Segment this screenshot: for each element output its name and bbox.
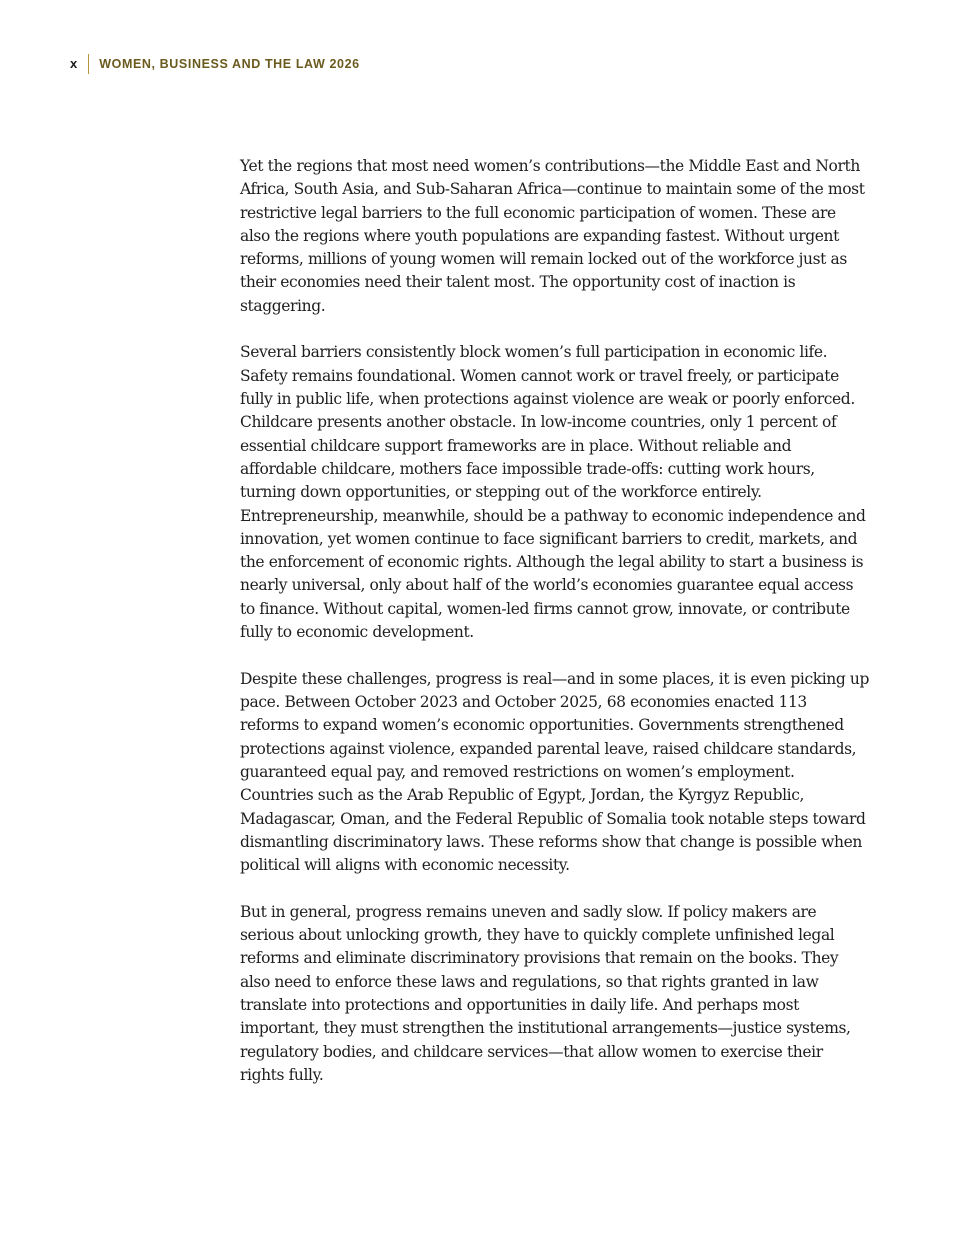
header-divider — [88, 54, 89, 74]
paragraph-regions: Yet the regions that most need women’s contributions—the Middle East and North Africa, South Asia, and Sub-Saharan Africa—continue to maintain some of the most restrictive legal barriers to the full economic participation of women. These are also the regions where youth populations are expanding fastest. Without urgent reforms, millions of young women will remain locked out of the workforce just as their economies need their talent most. The opportunity cost of inaction is staggering. — [240, 157, 865, 315]
paragraph-conclusion: But in general, progress remains uneven and sadly slow. If policy makers are serious about unlocking growth, they have to quickly complete unfinished legal reforms and eliminate discriminatory provisions that remain on the books. They also need to enforce these laws and regulations, so that rights granted in law translate into protections and opportunities in daily life. And perhaps most important, they must strengthen the institutional arrangements—justice systems, regulatory bodies, and childcare services—that allow women to exercise their rights fully. — [240, 902, 851, 1084]
paragraph-barriers: Several barriers consistently block women’s full participation in economic life. Safety remains foundational. Women cannot work or travel freely, or participate fully in public life, when protections against violence are weak or poorly enforced. Childcare presents another obstacle. In low-income countries, only 1 percent of essential childcare support frameworks are in place. Without reliable and affordable childcare, mothers face impossible trade-offs: cutting work hours, turning down opportunities, or stepping out of the workforce entirely. Entrepreneurship, meanwhile, should be a pathway to economic independence and innovation, yet women continue to face significant barriers to credit, markets, and the enforcement of economic rights. Although the legal ability to start a business is nearly universal, only about half of the world’s economies guarantee equal access to finance. Without capital, women-led firms cannot grow, innovate, or contribute fully to economic development. — [240, 343, 866, 642]
running-title: WOMEN, BUSINESS AND THE LAW 2026 — [99, 57, 360, 71]
running-header — [70, 54, 360, 74]
paragraph-progress: Despite these challenges, progress is real—and in some places, it is even picking up pace. Between October 2023 and October 2025, 68 economies enacted 113 reforms to expand women’s economic opportunities. Governments strengthened protections against violence, expanded parental leave, raised childcare standards, guaranteed equal pay, and removed restrictions on women’s employment. Countries such as the Arab Republic of Egypt, Jordan, the Kyrgyz Republic, Madagascar, Oman, and the Federal Republic of Somalia took notable steps toward dismantling discriminatory laws. These reforms show that change is possible when political will aligns with economic necessity. — [240, 669, 870, 875]
body-text — [240, 155, 870, 1111]
page-number: x — [70, 56, 78, 71]
